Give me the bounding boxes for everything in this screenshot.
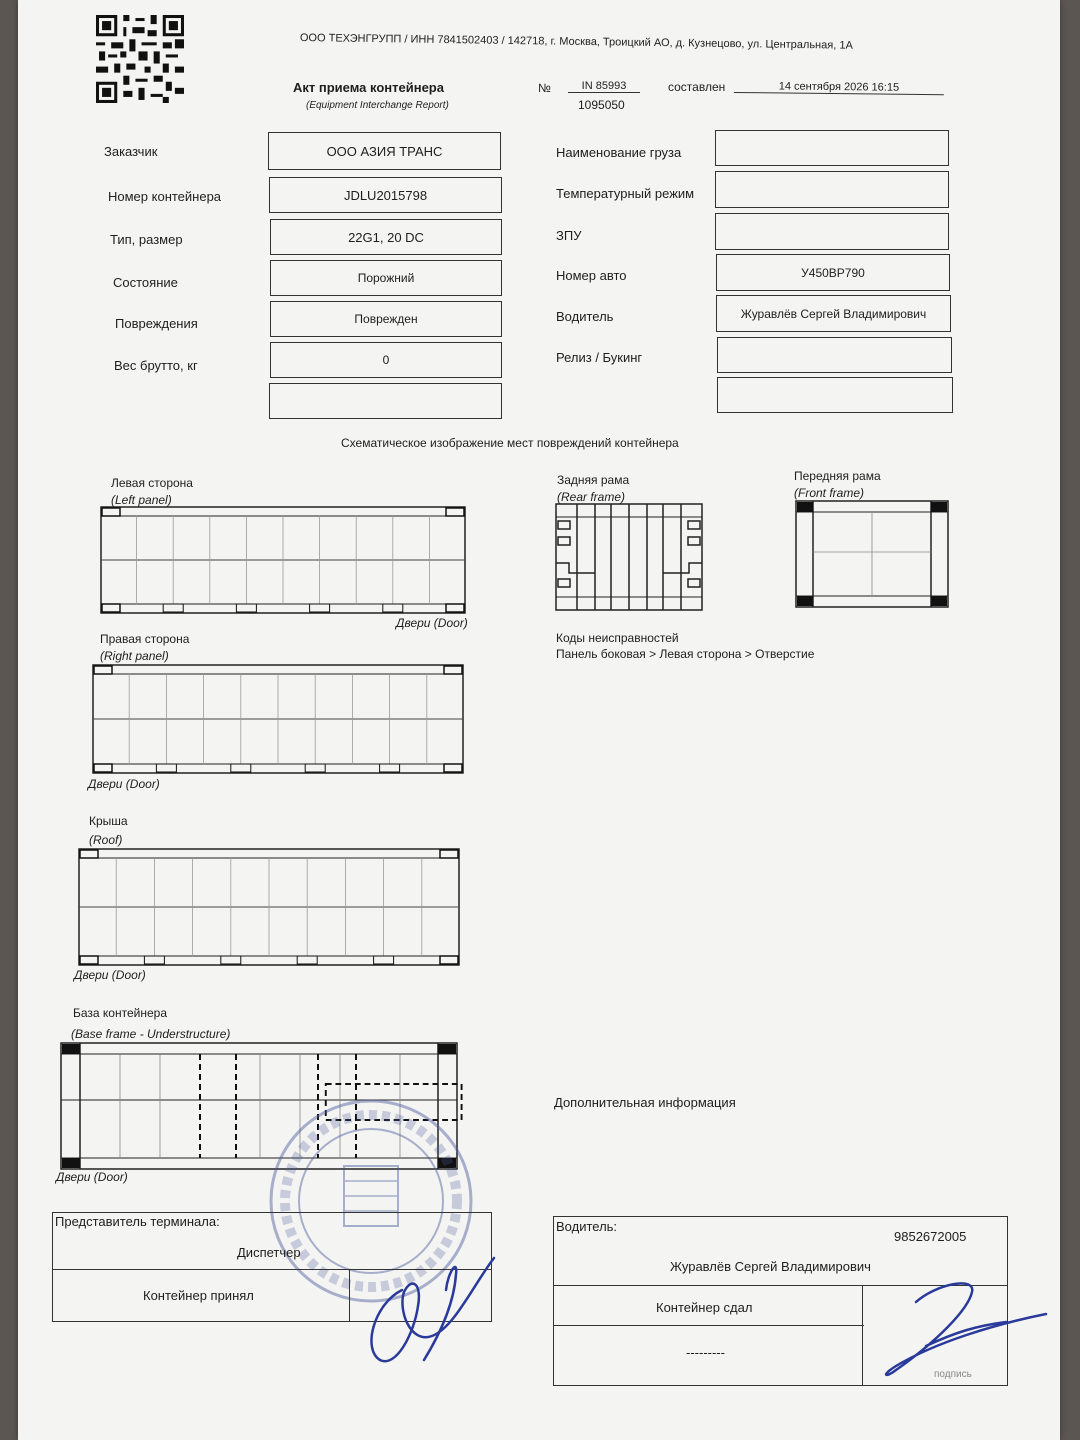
additional-info-label: Дополнительная информация — [554, 1095, 736, 1110]
type-size-label: Тип, размер — [110, 232, 183, 247]
qr-code-icon — [96, 14, 184, 104]
defect-codes-value: Панель боковая > Левая сторона > Отверстие — [556, 647, 815, 661]
customer-label: Заказчик — [104, 144, 158, 159]
driver-label: Водитель — [556, 309, 614, 324]
temperature-label: Температурный режим — [556, 186, 695, 201]
vehicle-number-field: У450ВР790 — [716, 254, 950, 291]
driver-field: Журавлёв Сергей Владимирович — [716, 295, 951, 332]
type-size-field: 22G1, 20 DC — [270, 219, 502, 255]
roof-door-label: Двери (Door) — [74, 968, 146, 982]
seal-field — [715, 213, 949, 250]
defect-codes-title: Коды неисправностей — [556, 631, 679, 645]
seal-label: ЗПУ — [556, 228, 582, 243]
driver-block-title: Водитель: — [556, 1219, 618, 1234]
empty-left-field — [269, 383, 502, 419]
cargo-name-label: Наименование груза — [556, 145, 682, 160]
damage-label: Повреждения — [115, 316, 198, 331]
release-booking-label: Релиз / Букинг — [556, 350, 643, 365]
terminal-role: Диспетчер — [237, 1245, 301, 1260]
roof-diagram — [78, 848, 460, 966]
rear-frame-sub: (Rear frame) — [557, 490, 626, 504]
temperature-field — [715, 171, 949, 208]
left-panel-label: Левая сторона — [111, 476, 193, 490]
driver-handed: Контейнер сдал — [656, 1300, 753, 1315]
right-panel-door-label: Двери (Door) — [88, 777, 160, 791]
customer-field: ООО АЗИЯ ТРАНС — [268, 132, 501, 170]
document-title: Акт приема контейнера — [293, 80, 444, 95]
base-frame-door-label: Двери (Door) — [56, 1170, 128, 1184]
rear-frame-diagram — [555, 503, 703, 611]
base-frame-label: База контейнера — [73, 1006, 167, 1020]
left-panel-diagram — [100, 506, 466, 614]
roof-label: Крыша — [89, 814, 128, 828]
base-frame-sub: (Base frame - Understructure) — [71, 1027, 231, 1041]
terminal-signature-icon — [344, 1244, 514, 1374]
driver-dashes: --------- — [686, 1345, 725, 1360]
rear-frame-label: Задняя рама — [557, 473, 630, 487]
compiled-label: составлен — [668, 80, 726, 94]
schematic-title: Схематическое изображение мест повреждений контейнера — [341, 436, 679, 450]
number-label: № — [538, 81, 551, 95]
gross-weight-label: Вес брутто, кг — [114, 358, 198, 373]
signature-caption: подпись — [934, 1369, 972, 1380]
company-line: ООО ТЕХЭНГРУПП / ИНН 7841502403 / 142718, г. Москва, Троицкий АО, д. Кузнецово, ул. Центральная, 1А — [299, 32, 853, 52]
roof-sub: (Roof) — [89, 833, 123, 847]
terminal-accepted: Контейнер принял — [143, 1288, 254, 1303]
state-label: Состояние — [113, 275, 178, 290]
gross-weight-field: 0 — [270, 342, 502, 378]
compiled-date: 14 сентября 2026 16:15 — [734, 80, 944, 95]
container-number-label: Номер контейнера — [108, 189, 222, 204]
driver-name: Журавлёв Сергей Владимирович — [670, 1259, 871, 1274]
right-panel-sub: (Right panel) — [100, 649, 169, 663]
driver-block-divider-2 — [554, 1325, 864, 1326]
left-panel-door-label: Двери (Door) — [396, 616, 468, 630]
document-subtitle: (Equipment Interchange Report) — [306, 100, 449, 111]
damage-field: Поврежден — [270, 301, 502, 337]
right-panel-diagram — [92, 664, 464, 774]
driver-signature-icon — [856, 1262, 1056, 1382]
front-frame-label: Передняя рама — [794, 469, 881, 483]
left-panel-sub: (Left panel) — [111, 493, 172, 507]
document-number: IN 85993 — [568, 80, 640, 93]
empty-right-field — [717, 377, 953, 413]
driver-phone: 9852672005 — [894, 1229, 967, 1244]
right-panel-label: Правая сторона — [100, 632, 190, 646]
front-frame-sub: (Front frame) — [794, 486, 865, 500]
vehicle-number-label: Номер авто — [556, 268, 627, 283]
front-frame-diagram — [795, 500, 949, 608]
release-booking-field — [717, 337, 952, 373]
document-number-sub: 1095050 — [578, 98, 625, 112]
state-field: Порожний — [270, 260, 502, 296]
terminal-title: Представитель терминала: — [55, 1214, 220, 1229]
cargo-name-field — [715, 130, 949, 166]
document-sheet — [18, 0, 1060, 1440]
container-number-field: JDLU2015798 — [269, 177, 502, 213]
